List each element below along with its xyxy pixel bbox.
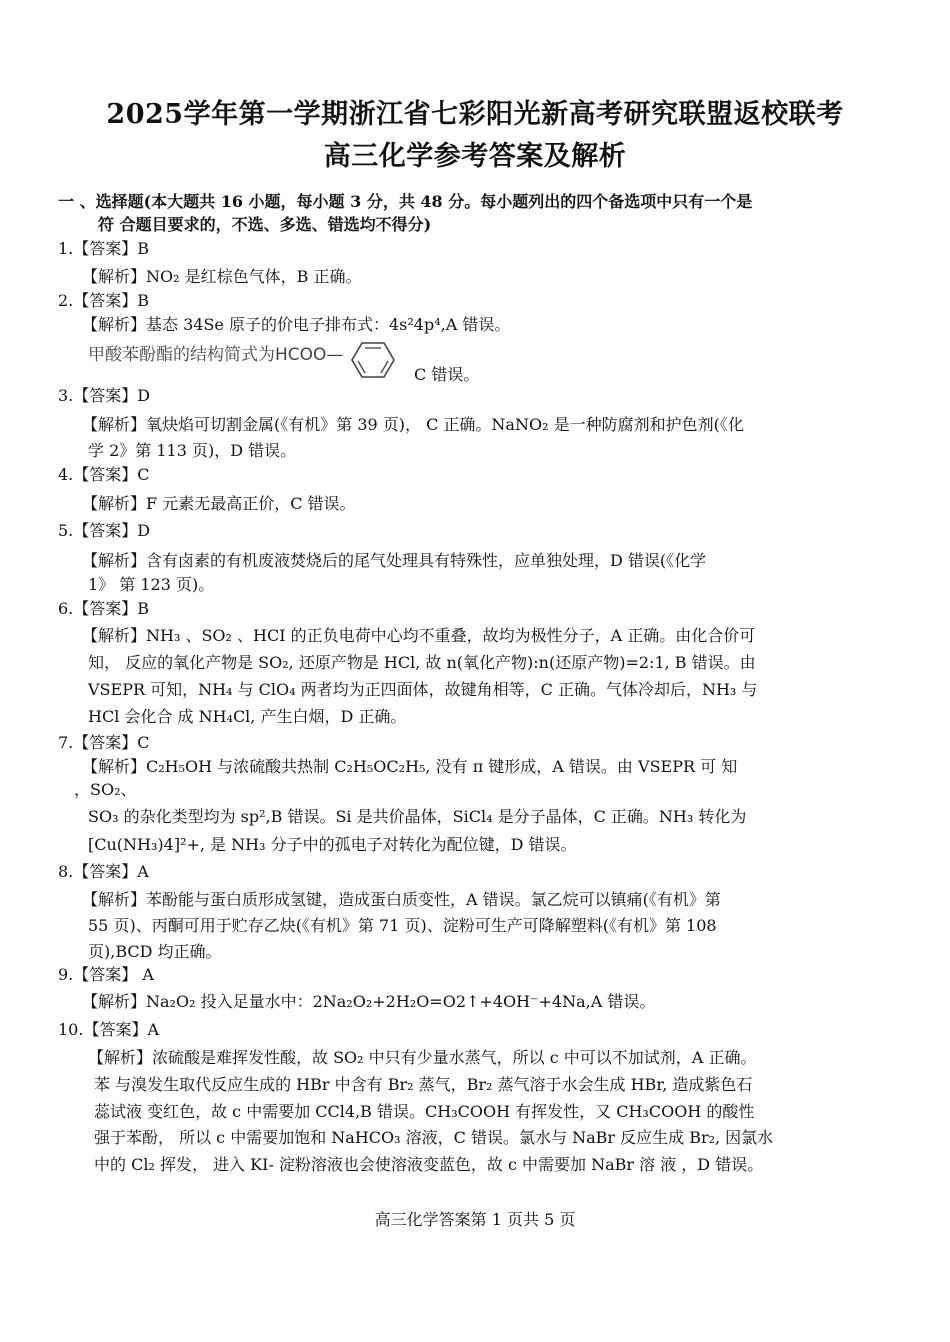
q1-analysis: 【解析】NO₂ 是红棕色气体，B 正确。: [82, 267, 362, 286]
page-footer: 高三化学答案第 1 页共 5 页: [374, 1210, 576, 1229]
q6-analysis-line-1: 【解析】NH₃ 、SO₂ 、HCI 的正负电荷中心均不重叠，故均为极性分子，A 正确。由化合价可: [82, 626, 756, 645]
q4-analysis: 【解析】F 元素无最高正价，C 错误。: [82, 494, 356, 513]
q3-analysis-line-1: 【解析】氧炔焰可切割金属(《有机》第 39 页)， C 正确。NaNO₂ 是一种防腐剂和护色剂(《化: [82, 415, 744, 434]
q7-analysis-line-4: [Cu(NH₃)4]²+, 是 NH₃ 分子中的孤电子对转化为配位键，D 错误。: [88, 835, 577, 854]
benzene-ring-icon: [350, 340, 396, 380]
q1-answer: 1.【答案】B: [58, 239, 150, 258]
q7-answer: 7.【答案】C: [58, 733, 150, 752]
section-heading-line-1: 一 、选择题(本大题共 16 小题，每小题 3 分，共 48 分。每小题列出的四个备选项中只有一个是: [58, 192, 753, 211]
q6-answer: 6.【答案】B: [58, 599, 150, 618]
q4-answer: 4.【答案】C: [58, 465, 150, 484]
q7-analysis-line-1: 【解析】C₂H₅OH 与浓硫酸共热制 C₂H₅OC₂H₅, 没有 π 键形成，A 错误。由 VSEPR 可 知: [82, 757, 738, 776]
q6-analysis-line-2: 知， 反应的氧化产物是 SO₂, 还原产物是 HCl, 故 n(氧化产物):n(还原产物)=2:1, B 错误。由: [88, 653, 756, 672]
q10-answer: 10.【答案】A: [58, 1020, 160, 1039]
q8-answer: 8.【答案】A: [58, 862, 149, 881]
q5-analysis-line-1: 【解析】含有卤素的有机废液焚烧后的尾气处理具有特殊性，应单独处理，D 错误(《化学: [82, 551, 707, 570]
q2-answer: 2.【答案】B: [58, 291, 150, 310]
q9-answer: 9.【答案】 A: [58, 965, 154, 984]
document-title: 2025学年第一学期浙江省七彩阳光新高考研究联盟返校联考: [106, 99, 844, 130]
section-heading-line-2: 符 合题目要求的，不选、多选、错选均不得分): [98, 215, 432, 234]
q8-analysis-line-3: 页),BCD 均正确。: [88, 942, 222, 961]
q6-analysis-line-3: VSEPR 可知，NH₄ 与 ClO₄ 两者均为正四面体，故键角相等，C 正确。气体冷却后，NH₃ 与: [88, 680, 758, 699]
q10-analysis-line-3: 蕊试液 变红色，故 c 中需要加 CCl4,B 错误。CH₃COOH 有挥发性，又 CH₃COOH 的酸性: [94, 1102, 755, 1121]
document-subtitle: 高三化学参考答案及解析: [323, 141, 627, 172]
q10-analysis-line-1: 【解析】浓硫酸是难挥发性酸，故 SO₂ 中只有少量水蒸气，所以 c 中可以不加试剂，A 正确。: [88, 1048, 757, 1067]
section-heading: [58, 190, 898, 236]
q3-answer: 3.【答案】D: [58, 386, 151, 405]
q3-analysis-line-2: 学 2》第 113 页)，D 错误。: [88, 441, 297, 460]
q10-analysis-line-5: 中的 Cl₂ 挥发， 进入 KI- 淀粉溶液也会使溶液变蓝色，故 c 中需要加 NaBr 溶 液 ，D 错误。: [94, 1155, 764, 1174]
q9-analysis: 【解析】Na₂O₂ 投入足量水中：2Na₂O₂+2H₂O=O2↑+4OH⁻+4Na,A 错误。: [82, 992, 656, 1011]
q2-structure-image: [88, 340, 343, 380]
q2-image-tail: C 错误。: [414, 365, 480, 384]
q8-analysis-line-2: 55 页)、丙酮可用于贮存乙炔(《有机》第 71 页)、淀粉可生产可降解塑料(《有机》第 108: [88, 916, 717, 935]
q8-analysis-line-1: 【解析】苯酚能与蛋白质形成氢键，造成蛋白质变性，A 错误。氯乙烷可以镇痛(《有机》第: [82, 890, 721, 909]
q10-analysis-line-4: 强于苯酚， 所以 c 中需要加饱和 NaHCO₃ 溶液，C 错误。氯水与 NaBr 反应生成 Br₂, 因氯水: [94, 1128, 774, 1147]
q5-answer: 5.【答案】D: [58, 521, 151, 540]
q7-analysis-line-3: SO₃ 的杂化类型均为 sp²,B 错误。Si 是共价晶体，SiCl₄ 是分子晶体，C 正确。NH₃ 转化为: [88, 807, 747, 826]
q5-analysis-line-2: 1》 第 123 页)。: [88, 575, 215, 594]
q10-analysis-line-2: 苯 与溴发生取代反应生成的 HBr 中含有 Br₂ 蒸气，Br₂ 蒸气溶于水会生成 HBr, 造成紫色石: [94, 1075, 753, 1094]
q2-analysis: 【解析】基态 34Se 原子的价电子排布式：4s²4p⁴,A 错误。: [82, 315, 511, 334]
q2-structure-label: 甲酸苯酚酯的结构简式为HCOO—: [88, 345, 344, 365]
q7-analysis-line-2: ，SO₂、: [74, 780, 137, 799]
q6-analysis-line-4: HCl 会化合 成 NH₄Cl, 产生白烟，D 正确。: [88, 707, 407, 726]
